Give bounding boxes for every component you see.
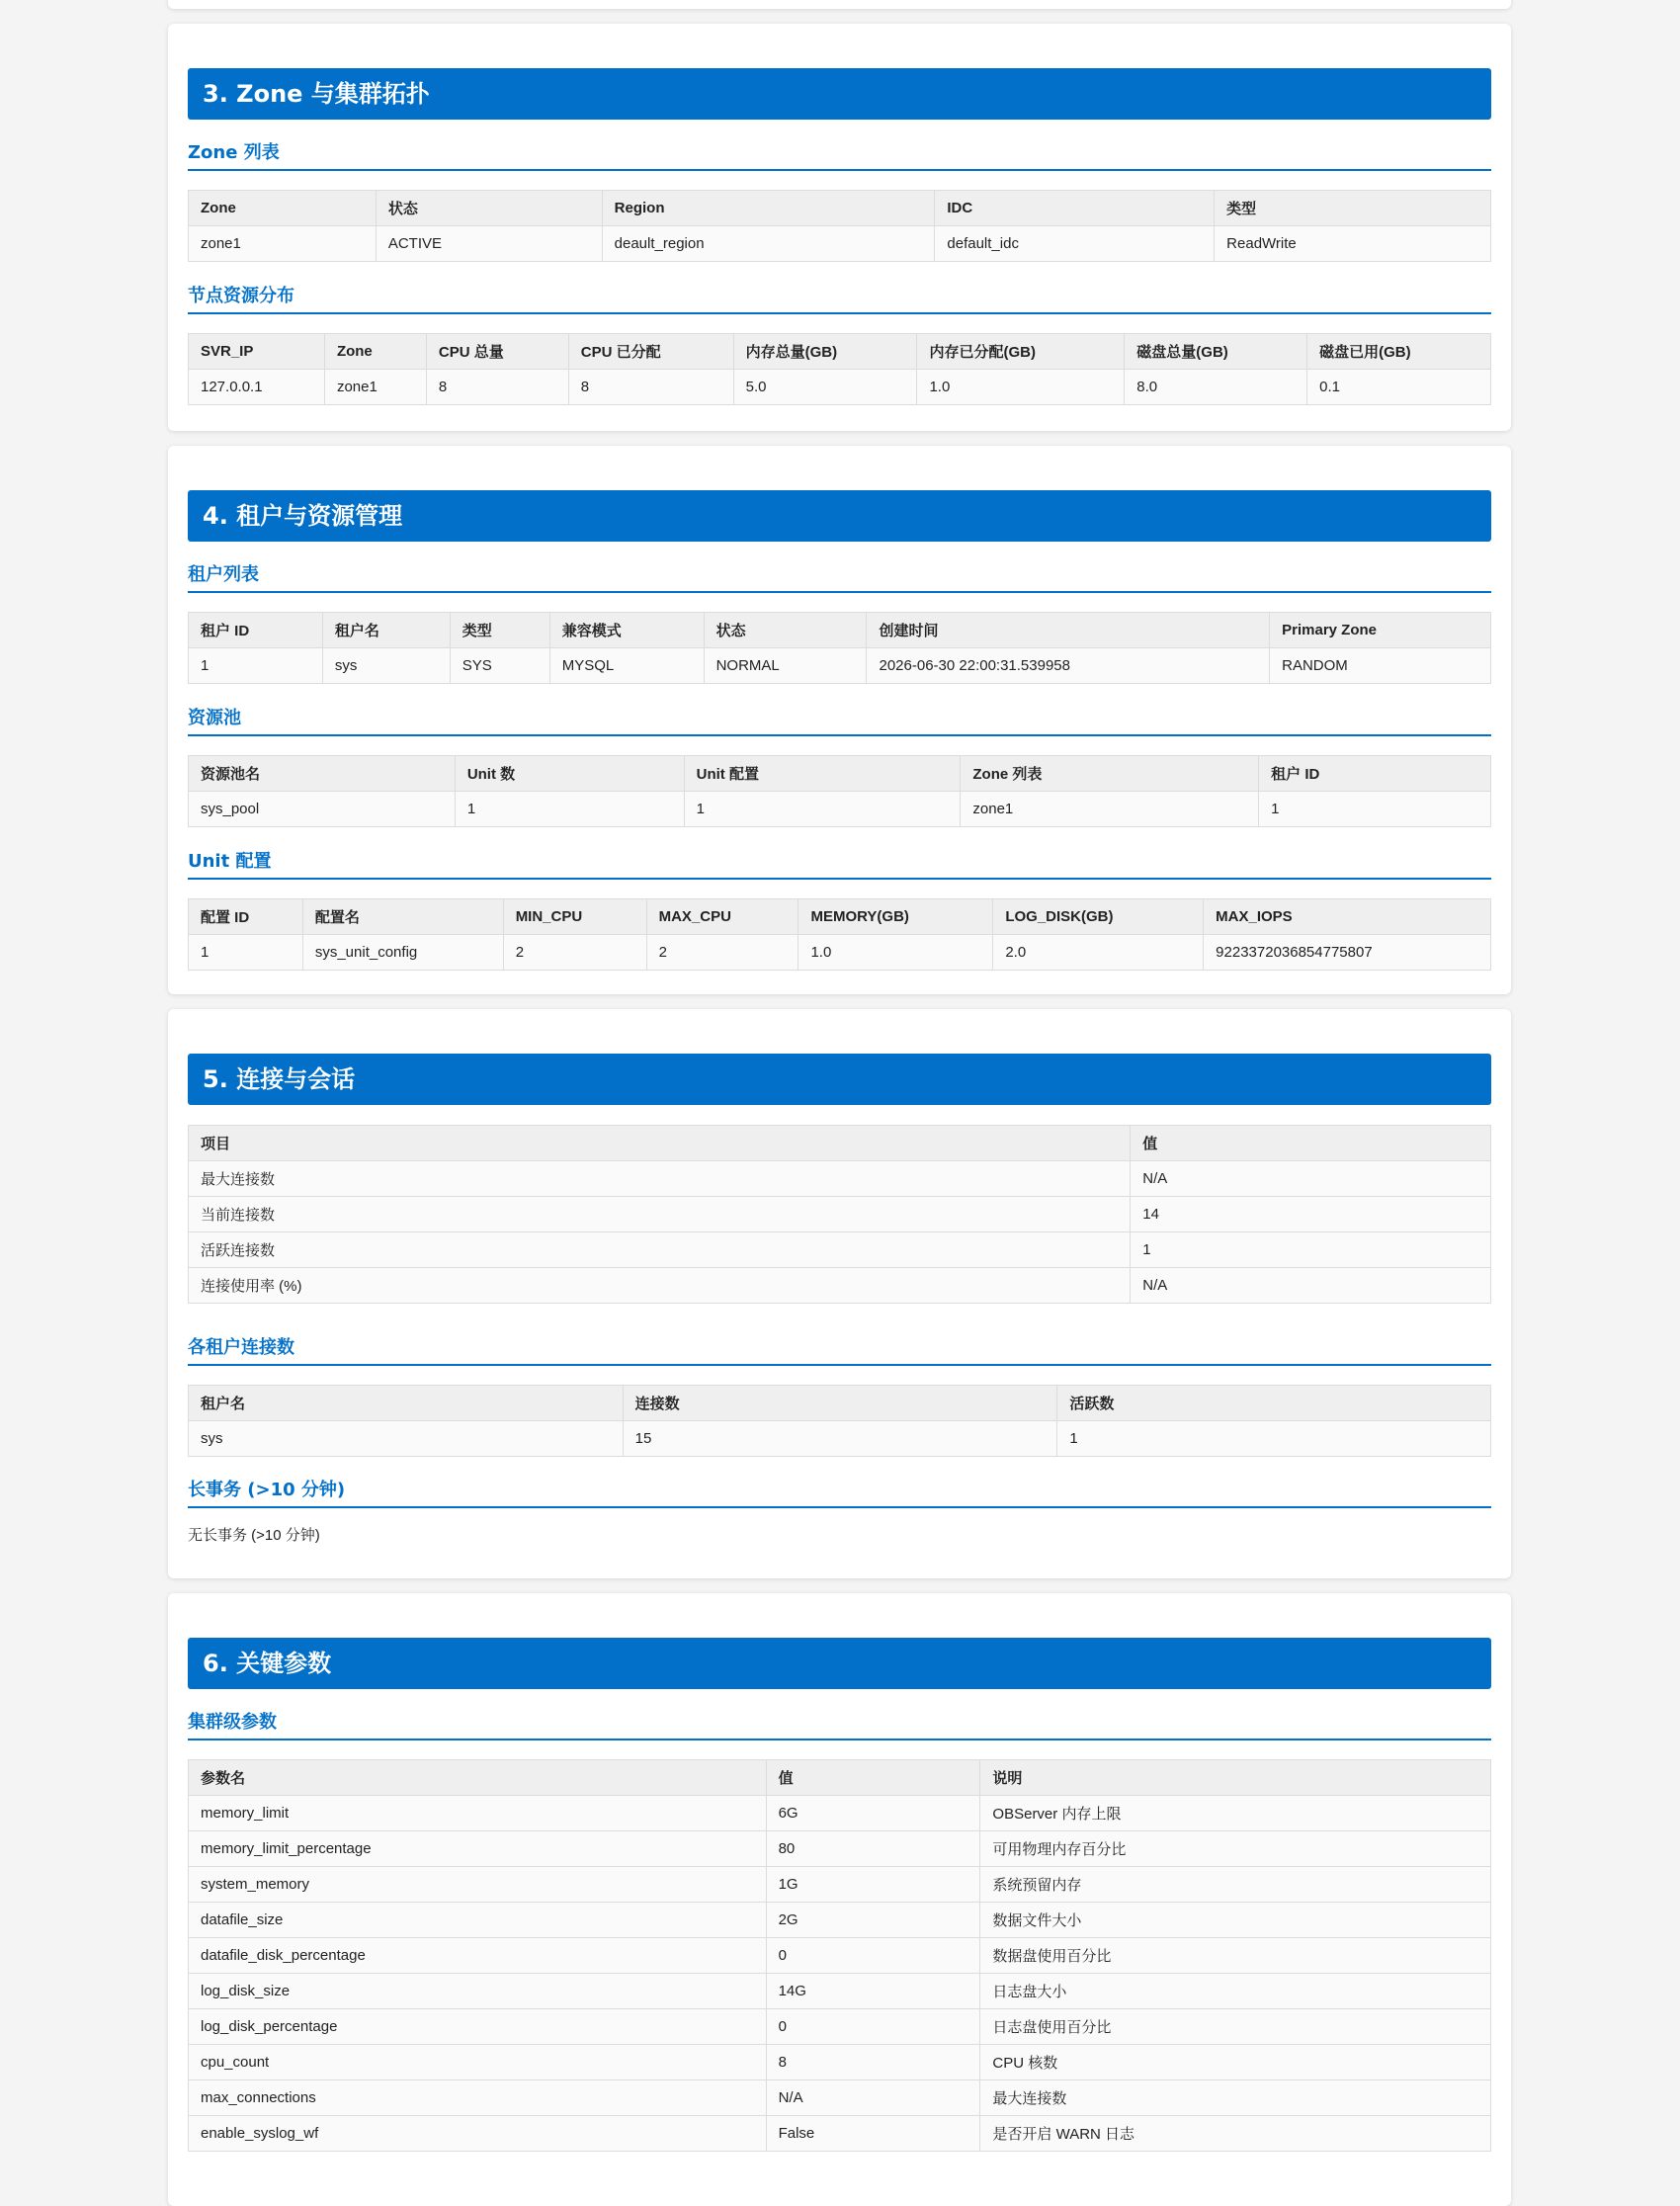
- table-cell: system_memory: [189, 1867, 767, 1903]
- cluster-params-table: [188, 1759, 1491, 2152]
- table-cell: 日志盘大小: [980, 1974, 1491, 2009]
- col-header: Region: [602, 191, 935, 226]
- tenant-table: [188, 612, 1491, 684]
- col-header: Primary Zone: [1270, 613, 1491, 648]
- table-cell: log_disk_size: [189, 1974, 767, 2009]
- table-cell: memory_limit: [189, 1796, 767, 1831]
- table-row: [189, 1974, 1491, 2009]
- table-cell: 1: [455, 792, 684, 827]
- table-cell: 1: [1131, 1232, 1491, 1268]
- table-row: [189, 1796, 1491, 1831]
- table-cell: ReadWrite: [1215, 226, 1491, 262]
- table-cell: 8: [426, 370, 568, 405]
- col-header: 活跃数: [1057, 1386, 1491, 1421]
- table-cell: 系统预留内存: [980, 1867, 1491, 1903]
- col-header: 资源池名: [189, 756, 456, 792]
- table-row: [189, 648, 1491, 684]
- table-cell: 数据文件大小: [980, 1903, 1491, 1938]
- node-resources-table: [188, 333, 1491, 405]
- table-cell: 数据盘使用百分比: [980, 1938, 1491, 1974]
- table-cell: CPU 核数: [980, 2045, 1491, 2080]
- table-row: [189, 1268, 1491, 1304]
- table-cell: deault_region: [602, 226, 935, 262]
- table-cell: 15: [623, 1421, 1057, 1457]
- col-header: MAX_CPU: [646, 899, 798, 935]
- table-cell: 1: [1057, 1421, 1491, 1457]
- table-cell: datafile_disk_percentage: [189, 1938, 767, 1974]
- tenant-connections-title: 各租户连接数: [188, 1333, 1491, 1366]
- col-header: 配置名: [302, 899, 503, 935]
- cluster-params-title: 集群级参数: [188, 1708, 1491, 1740]
- resource-pool-title: 资源池: [188, 704, 1491, 736]
- table-cell: 14: [1131, 1197, 1491, 1232]
- table-cell: sys_unit_config: [302, 935, 503, 971]
- col-header: 状态: [704, 613, 867, 648]
- connection-summary-table: [188, 1125, 1491, 1304]
- table-row: [189, 226, 1491, 262]
- table-cell: 1: [189, 935, 303, 971]
- unit-config-table: [188, 898, 1491, 971]
- col-header: MEMORY(GB): [798, 899, 993, 935]
- long-transactions-title: 长事务 (>10 分钟): [188, 1476, 1491, 1508]
- table-cell: NORMAL: [704, 648, 867, 684]
- col-header: SVR_IP: [189, 334, 325, 370]
- table-cell: 可用物理内存百分比: [980, 1831, 1491, 1867]
- zone-table: [188, 190, 1491, 262]
- col-header: 租户 ID: [189, 613, 323, 648]
- col-header: 连接数: [623, 1386, 1057, 1421]
- table-row: [189, 2009, 1491, 2045]
- table-cell: False: [766, 2116, 980, 2152]
- table-cell: OBServer 内存上限: [980, 1796, 1491, 1831]
- table-cell: 活跃连接数: [189, 1232, 1131, 1268]
- table-cell: sys: [322, 648, 450, 684]
- table-cell: 1.0: [917, 370, 1125, 405]
- table-cell: max_connections: [189, 2080, 767, 2116]
- table-cell: 8: [568, 370, 733, 405]
- resource-pool-table: [188, 755, 1491, 827]
- table-cell: 1.0: [798, 935, 993, 971]
- table-cell: 8: [766, 2045, 980, 2080]
- zone-list-title: Zone 列表: [188, 138, 1491, 171]
- table-cell: 1: [684, 792, 961, 827]
- col-header: 类型: [1215, 191, 1491, 226]
- empty-state-text: 无长事务 (>10 分钟): [188, 1527, 320, 1544]
- col-header: Unit 配置: [684, 756, 961, 792]
- table-cell: 1: [1259, 792, 1491, 827]
- section-title: 3. Zone 与集群拓扑: [188, 68, 1491, 120]
- table-cell: 0: [766, 1938, 980, 1974]
- table-cell: zone1: [324, 370, 426, 405]
- table-row: [189, 370, 1491, 405]
- table-cell: SYS: [450, 648, 549, 684]
- table-cell: 2G: [766, 1903, 980, 1938]
- table-cell: memory_limit_percentage: [189, 1831, 767, 1867]
- table-row: [189, 1867, 1491, 1903]
- col-header: Zone 列表: [961, 756, 1259, 792]
- section-connections: [168, 1009, 1511, 1578]
- table-cell: sys_pool: [189, 792, 456, 827]
- table-cell: 5.0: [733, 370, 917, 405]
- table-cell: 连接使用率 (%): [189, 1268, 1131, 1304]
- table-cell: enable_syslog_wf: [189, 2116, 767, 2152]
- previous-section-card: [168, 0, 1511, 9]
- table-cell: zone1: [189, 226, 377, 262]
- table-row: [189, 1197, 1491, 1232]
- col-header: 磁盘总量(GB): [1125, 334, 1307, 370]
- table-cell: 1: [189, 648, 323, 684]
- table-cell: MYSQL: [549, 648, 704, 684]
- table-cell: 80: [766, 1831, 980, 1867]
- table-cell: datafile_size: [189, 1903, 767, 1938]
- table-row: [189, 1903, 1491, 1938]
- table-cell: log_disk_percentage: [189, 2009, 767, 2045]
- col-header: 租户名: [322, 613, 450, 648]
- col-header: 类型: [450, 613, 549, 648]
- table-cell: cpu_count: [189, 2045, 767, 2080]
- table-cell: default_idc: [935, 226, 1215, 262]
- table-cell: 2.0: [993, 935, 1204, 971]
- table-cell: 最大连接数: [980, 2080, 1491, 2116]
- section-title: 5. 连接与会话: [188, 1054, 1491, 1105]
- table-cell: ACTIVE: [376, 226, 602, 262]
- section-title: 6. 关键参数: [188, 1638, 1491, 1689]
- col-header: 状态: [376, 191, 602, 226]
- table-cell: 0.1: [1307, 370, 1491, 405]
- table-row: [189, 1232, 1491, 1268]
- table-cell: 1G: [766, 1867, 980, 1903]
- table-row: [189, 2045, 1491, 2080]
- col-header: 内存已分配(GB): [917, 334, 1125, 370]
- col-header: MAX_IOPS: [1204, 899, 1491, 935]
- tenant-connections-table: [188, 1385, 1491, 1457]
- table-cell: 最大连接数: [189, 1161, 1131, 1197]
- table-cell: zone1: [961, 792, 1259, 827]
- table-cell: sys: [189, 1421, 624, 1457]
- table-cell: 9223372036854775807: [1204, 935, 1491, 971]
- table-cell: 14G: [766, 1974, 980, 2009]
- section-tenant-resources: [168, 446, 1511, 994]
- table-cell: N/A: [1131, 1268, 1491, 1304]
- col-header: LOG_DISK(GB): [993, 899, 1204, 935]
- node-resources-title: 节点资源分布: [188, 282, 1491, 314]
- table-cell: RANDOM: [1270, 648, 1491, 684]
- unit-config-title: Unit 配置: [188, 847, 1491, 880]
- table-cell: 是否开启 WARN 日志: [980, 2116, 1491, 2152]
- table-row: [189, 1421, 1491, 1457]
- col-header: Unit 数: [455, 756, 684, 792]
- section-key-params: [168, 1593, 1511, 2206]
- table-cell: 2: [646, 935, 798, 971]
- col-header: CPU 总量: [426, 334, 568, 370]
- col-header: Zone: [324, 334, 426, 370]
- table-cell: 8.0: [1125, 370, 1307, 405]
- col-header: 租户 ID: [1259, 756, 1491, 792]
- col-header: 租户名: [189, 1386, 624, 1421]
- table-row: [189, 2116, 1491, 2152]
- col-header: 值: [766, 1760, 980, 1796]
- col-header: 值: [1131, 1126, 1491, 1161]
- col-header: 参数名: [189, 1760, 767, 1796]
- table-cell: 日志盘使用百分比: [980, 2009, 1491, 2045]
- table-cell: 0: [766, 2009, 980, 2045]
- table-cell: 2: [503, 935, 646, 971]
- section-title: 4. 租户与资源管理: [188, 490, 1491, 542]
- table-cell: N/A: [766, 2080, 980, 2116]
- table-row: [189, 2080, 1491, 2116]
- col-header: 内存总量(GB): [733, 334, 917, 370]
- col-header: CPU 已分配: [568, 334, 733, 370]
- table-cell: 2026-06-30 22:00:31.539958: [867, 648, 1270, 684]
- table-row: [189, 792, 1491, 827]
- table-row: [189, 1831, 1491, 1867]
- tenant-list-title: 租户列表: [188, 560, 1491, 593]
- col-header: 磁盘已用(GB): [1307, 334, 1491, 370]
- col-header: MIN_CPU: [503, 899, 646, 935]
- col-header: 创建时间: [867, 613, 1270, 648]
- table-cell: 6G: [766, 1796, 980, 1831]
- col-header: Zone: [189, 191, 377, 226]
- table-row: [189, 1161, 1491, 1197]
- col-header: IDC: [935, 191, 1215, 226]
- col-header: 配置 ID: [189, 899, 303, 935]
- table-cell: 127.0.0.1: [189, 370, 325, 405]
- col-header: 项目: [189, 1126, 1131, 1161]
- col-header: 说明: [980, 1760, 1491, 1796]
- table-cell: 当前连接数: [189, 1197, 1131, 1232]
- col-header: 兼容模式: [549, 613, 704, 648]
- table-row: [189, 935, 1491, 971]
- table-cell: N/A: [1131, 1161, 1491, 1197]
- table-row: [189, 1938, 1491, 1974]
- section-zone-topology: [168, 24, 1511, 431]
